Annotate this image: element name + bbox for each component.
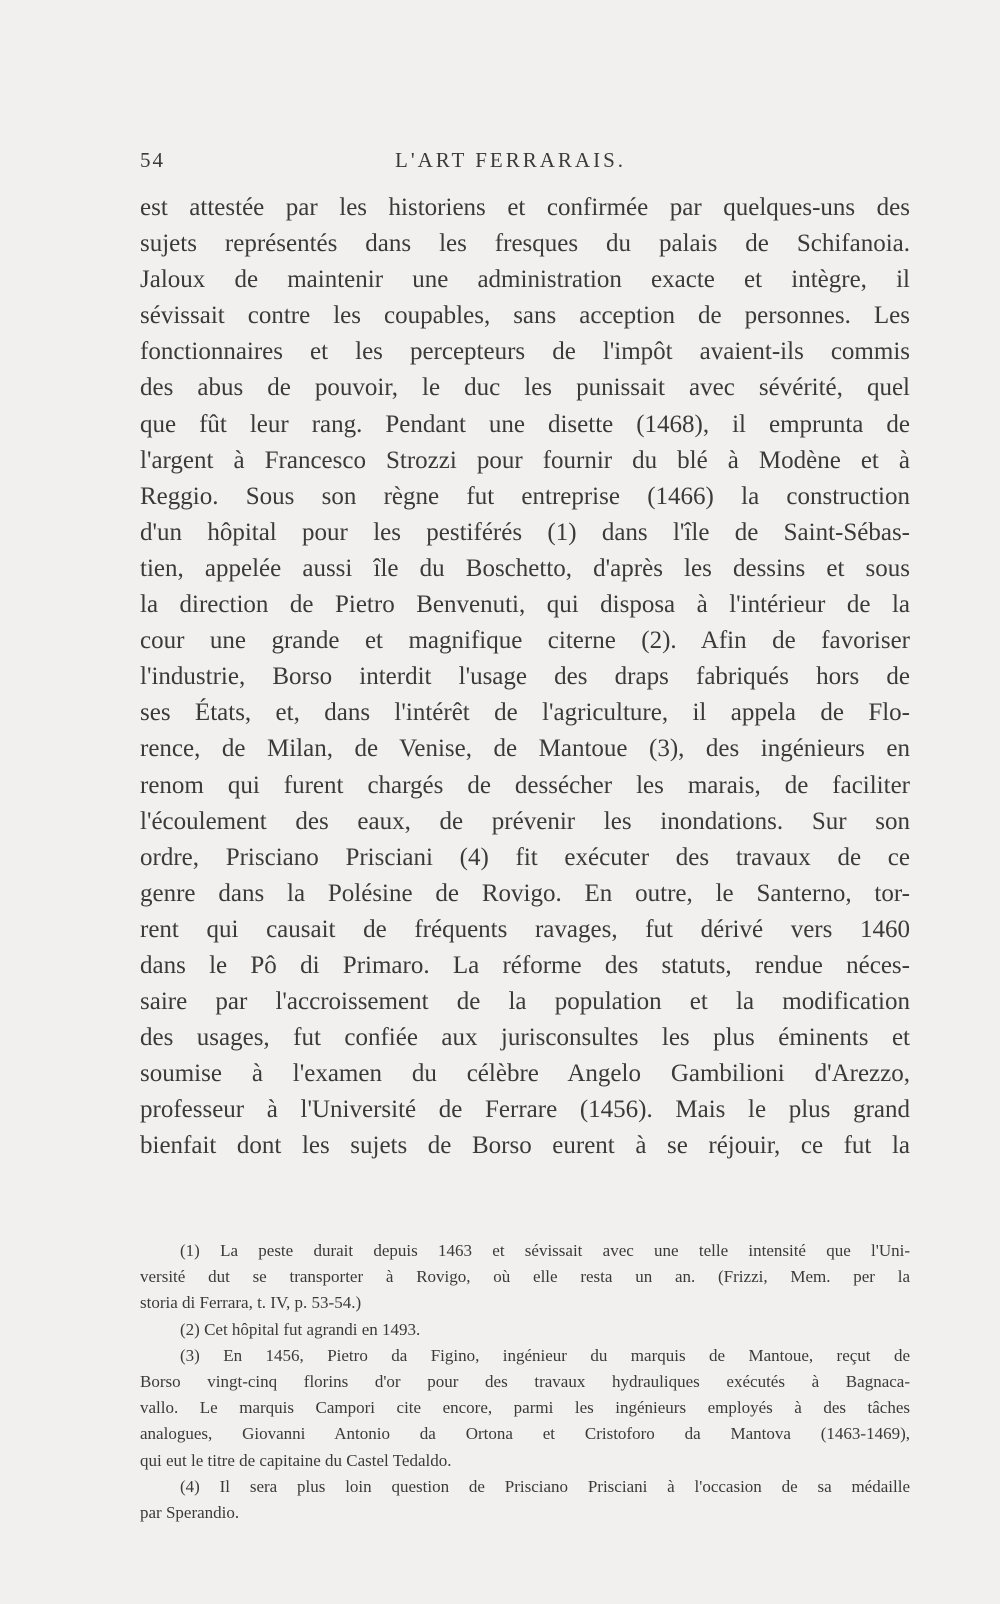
footnote-line: qui eut le titre de capitaine du Castel Tedaldo.: [140, 1450, 452, 1470]
body-line: professeur à l'Université de Ferrare (1456). Mais le plus grand: [140, 1096, 910, 1124]
body-line: que fût leur rang. Pendant une disette (1468), il emprunta de: [140, 410, 910, 438]
body-line: renom qui furent chargés de dessécher les marais, de faciliter: [140, 771, 910, 799]
footnote-line: (2) Cet hôpital fut agrandi en 1493.: [180, 1319, 421, 1339]
body-line: des usages, fut confiée aux jurisconsultes les plus éminents et: [140, 1024, 910, 1052]
footnote-line: analogues, Giovanni Antonio da Ortona et Cristoforo da Mantova (1463-1469),: [140, 1424, 910, 1444]
body-line: Jaloux de maintenir une administration exacte et intègre, il: [140, 266, 910, 294]
footnote-line: par Sperandio.: [140, 1502, 240, 1522]
footnote-line: vallo. Le marquis Campori cite encore, parmi les ingénieurs employés à des tâches: [140, 1398, 910, 1418]
body-line: cour une grande et magnifique citerne (2). Afin de favoriser: [140, 627, 910, 655]
body-text: [140, 190, 910, 1165]
footnote-line: storia di Ferrara, t. IV, p. 53-54.): [140, 1293, 362, 1313]
body-line: soumise à l'examen du célèbre Angelo Gambilioni d'Arezzo,: [140, 1060, 910, 1088]
body-line: saire par l'accroissement de la population et la modification: [140, 988, 910, 1016]
body-line: des abus de pouvoir, le duc les punissait avec sévérité, quel: [140, 374, 910, 402]
body-line: ses États, et, dans l'intérêt de l'agriculture, il appela de Flo-: [140, 699, 910, 727]
footnote-line: (4) Il sera plus loin question de Prisciano Prisciani à l'occasion de sa médaille: [180, 1476, 910, 1496]
body-line: rence, de Milan, de Venise, de Mantoue (3), des ingénieurs en: [140, 735, 910, 763]
body-line: sévissait contre les coupables, sans acception de personnes. Les: [140, 302, 910, 330]
footnotes: [140, 1238, 910, 1526]
body-line: l'écoulement des eaux, de prévenir les inondations. Sur son: [140, 807, 910, 835]
body-line: ordre, Prisciano Prisciani (4) fit exécuter des travaux de ce: [140, 843, 910, 871]
body-line: la direction de Pietro Benvenuti, qui disposa à l'intérieur de la: [140, 591, 910, 619]
body-line: rent qui causait de fréquents ravages, fut dérivé vers 1460: [140, 915, 910, 943]
footnote-line: (3) En 1456, Pietro da Figino, ingénieur du marquis de Mantoue, reçut de: [180, 1345, 910, 1365]
body-line: fonctionnaires et les percepteurs de l'impôt avaient-ils commis: [140, 338, 910, 366]
footnote-line: (1) La peste durait depuis 1463 et sévissait avec une telle intensité que l'Uni-: [180, 1241, 910, 1260]
body-line: tien, appelée aussi île du Boschetto, d'après les dessins et sous: [140, 554, 910, 582]
body-line: dans le Pô di Primaro. La réforme des statuts, rendue néces-: [140, 951, 910, 979]
running-title: L'ART FERRARAIS.: [395, 148, 627, 172]
body-line: l'industrie, Borso interdit l'usage des draps fabriqués hors de: [140, 663, 910, 691]
body-line: sujets représentés dans les fresques du palais de Schifanoia.: [140, 230, 910, 258]
body-line: d'un hôpital pour les pestiférés (1) dans l'île de Saint-Sébas-: [140, 518, 910, 546]
page-header: [140, 148, 910, 178]
footnote-line: Borso vingt-cinq florins d'or pour des travaux hydrauliques exécutés à Bagnaca-: [140, 1371, 910, 1391]
body-line: Reggio. Sous son règne fut entreprise (1466) la construction: [140, 482, 910, 510]
body-line: est attestée par les historiens et confirmée par quelques-uns des: [140, 194, 910, 221]
page-number: 54: [140, 148, 165, 172]
footnote-line: versité dut se transporter à Rovigo, où elle resta un an. (Frizzi, Mem. per la: [140, 1267, 910, 1287]
body-line: bienfait dont les sujets de Borso eurent à se réjouir, ce fut la: [140, 1132, 910, 1160]
body-line: genre dans la Polésine de Rovigo. En outre, le Santerno, tor-: [140, 879, 910, 907]
body-line: l'argent à Francesco Strozzi pour fournir du blé à Modène et à: [140, 446, 910, 474]
